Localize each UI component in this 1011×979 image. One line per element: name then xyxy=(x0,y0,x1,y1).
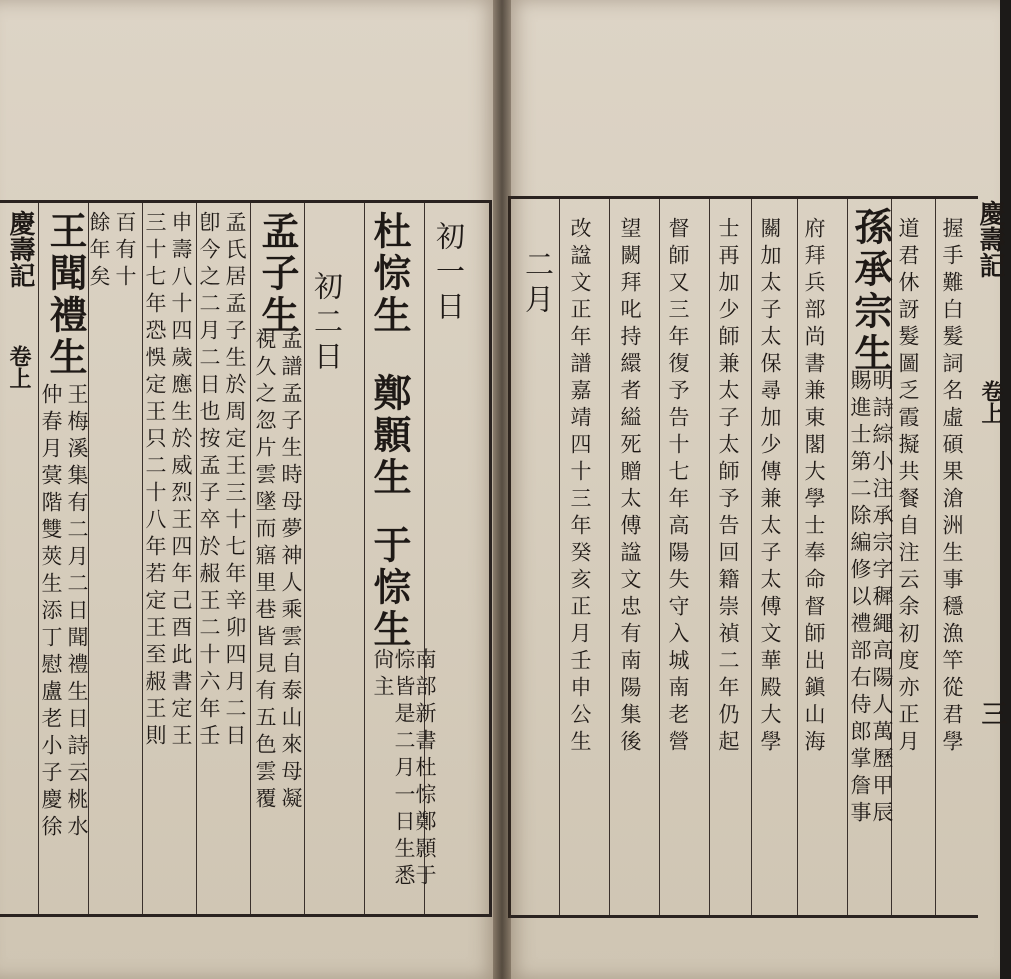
entry-note-line: 三十七年恐悞定王只二十八年若定王至赧王則 xyxy=(143,211,167,751)
date-heading-second-day: 初二日 xyxy=(310,271,344,376)
date-heading-first-day: 初一日 xyxy=(432,221,466,326)
entry-note-line: 賜進士第二除編修以禮部右侍郎掌詹事 xyxy=(848,369,872,828)
entry-note-line: 百有十 xyxy=(113,211,137,292)
right-page-frame xyxy=(508,196,978,918)
column-rule xyxy=(935,199,936,915)
column-rule xyxy=(250,203,251,914)
entry-name-wang-wenli: 王聞禮生 xyxy=(43,211,88,379)
column-rule xyxy=(709,199,710,915)
right-page-number: 三 xyxy=(977,700,1007,726)
entry-note-line: 改諡文正年譜嘉靖四十三年癸亥正月壬申公生 xyxy=(568,217,592,757)
month-heading: 二月 xyxy=(521,249,555,319)
right-edge-volume: 卷上 xyxy=(978,380,1004,424)
entry-name-sun-chengzong: 孫承宗生 xyxy=(848,207,893,375)
left-page xyxy=(0,0,502,979)
entry-note-line: 士再加少師兼太子太師予告回籍崇禎二年仍起 xyxy=(716,217,740,757)
entry-note-line: 仲春月蓂階雙莢生添丁慰盧老小子慶徐 xyxy=(39,383,63,842)
entry-note-line: 孟氏居孟子生於周定王三十七年辛卯四月二日 xyxy=(223,211,247,751)
entry-note-line: 孟譜孟子生時母夢神人乘雲自泰山來母凝 xyxy=(279,328,303,814)
entry-note-nanbu-xinshu: 南部新書杜悰鄭顥于悰皆是二月一日生悉尙主 xyxy=(371,648,437,891)
entry-note-line: 督師又三年復予告十七年高陽失守入城南老營 xyxy=(666,217,690,757)
poem-line: 道君休訝髮圖乏霞擬共餐自注云余初度亦正月 xyxy=(896,217,920,757)
entry-note-line: 府拜兵部尚書兼東閣大學士奉命督師出鎭山海 xyxy=(802,217,826,757)
left-page-frame xyxy=(0,200,492,917)
column-rule xyxy=(751,199,752,915)
entry-note-line: 望闕拜叱持繯者縊死贈太傅諡文忠有南陽集後 xyxy=(618,217,642,757)
poem-line: 握手難白髮詞名虛碩果滄洲生事穩漁竿從君學 xyxy=(940,217,964,757)
entry-note-line: 關加太子太保尋加少傳兼太子太傅文華殿大學 xyxy=(758,217,782,757)
column-rule xyxy=(304,203,305,914)
column-rule xyxy=(559,199,560,915)
column-rule xyxy=(797,199,798,915)
entry-name-mencius: 孟子生 xyxy=(255,211,300,337)
left-edge-volume: 卷上 xyxy=(6,345,32,389)
entry-name-yu-cong: 于悰生 xyxy=(367,525,412,651)
left-edge-title: 慶壽記 xyxy=(5,210,35,288)
column-rule xyxy=(659,199,660,915)
column-rule xyxy=(609,199,610,915)
entry-note-line: 卽今之二月二日也按孟子卒於赧王二十六年壬 xyxy=(197,211,221,751)
entry-note-line: 明詩綜小注承宗字穉繩高陽人萬歷甲辰 xyxy=(870,369,894,828)
entry-note-line: 餘年矣 xyxy=(87,211,111,292)
entry-name-zheng-hao: 鄭顥生 xyxy=(367,373,412,499)
right-page xyxy=(502,0,1007,979)
column-rule xyxy=(364,203,365,914)
entry-name-du-cong: 杜悰生 xyxy=(367,211,412,337)
book-gutter xyxy=(493,0,511,979)
right-edge-title: 慶壽記 xyxy=(975,200,1005,278)
entry-note-line: 視久之忽片雲墜而寤里巷皆見有五色雲覆 xyxy=(253,328,277,814)
entry-note-line: 申壽八十四歲應生於威烈王四年己酉此書定王 xyxy=(169,211,193,751)
entry-note-line: 王梅溪集有二月二日聞禮生日詩云桃水 xyxy=(65,383,89,842)
